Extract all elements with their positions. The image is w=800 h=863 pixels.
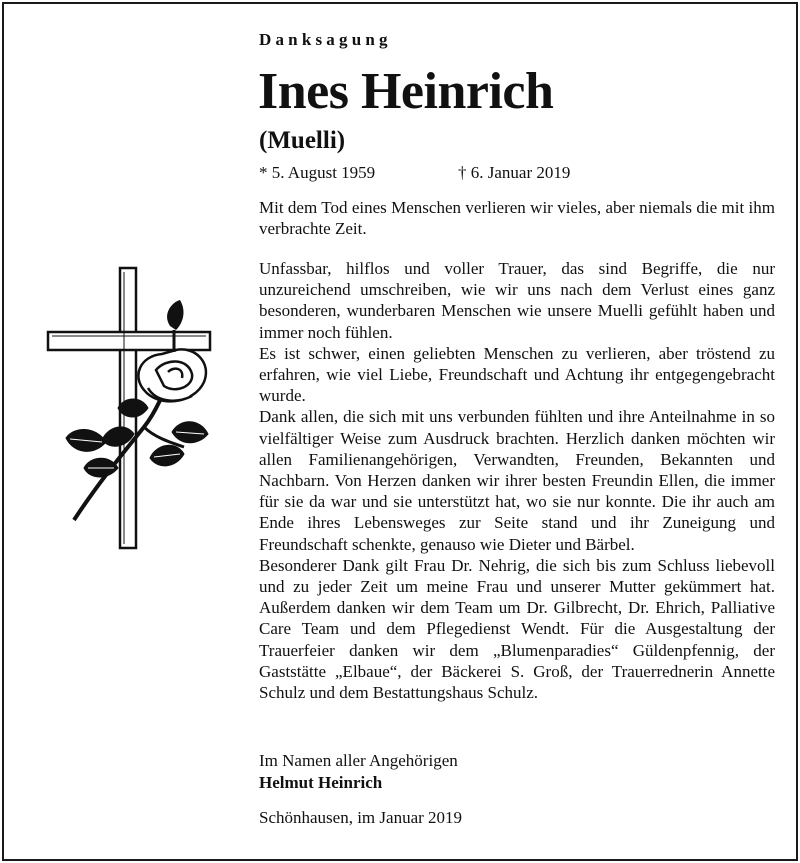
notice-heading: Danksagung bbox=[259, 30, 392, 49]
deceased-name: Ines Heinrich bbox=[258, 63, 554, 120]
signoff-line: Im Namen aller Angehörigen bbox=[259, 751, 458, 770]
paragraph-comfort: Es ist schwer, einen geliebten Menschen zu verlieren, aber tröstend zu erfahren, wie viel Liebe, Freundschaft und Achtung ihr entgegengebracht wurde. bbox=[259, 343, 775, 406]
intro-quote: Mit dem Tod eines Menschen verlieren wir vieles, aber niemals die mit ihm verbrachte Zeit. bbox=[259, 198, 775, 239]
signer-name: Helmut Heinrich bbox=[259, 773, 383, 792]
paragraph-thanks-special: Besonderer Dank gilt Frau Dr. Nehrig, die sich bis zum Schluss liebevoll und zu jeder Zeit um meine Frau und unserer Mutter gekümmert hat. Außerdem danken wir dem Team um Dr. Gilbrecht, Dr. Ehrich, Palliative Care Team und dem Pflegedienst Wendt. Für die Ausgestaltung der Trauerfeier danken wir dem „Blumenparadies“ Güldenpfennig, der Gaststätte „Elbaue“, der Bäckerei S. Groß, der Trauerrednerin Annette Schulz und dem Bestattungshaus Schulz. bbox=[259, 555, 775, 703]
place-date: Schönhausen, im Januar 2019 bbox=[259, 808, 463, 827]
cross-with-rose-icon bbox=[44, 262, 216, 552]
obituary-frame bbox=[2, 2, 798, 861]
thanks-body bbox=[259, 258, 775, 703]
signature-block bbox=[259, 750, 458, 794]
death-date: † 6. Januar 2019 bbox=[458, 163, 571, 182]
paragraph-grief: Unfassbar, hilflos und voller Trauer, das sind Begriffe, die nur unzureichend umschreiben, wie wir uns nach dem Verlust eines ganz besonderen, wunderbaren Menschen wie unsere Muelli gefühlt haben und immer noch fühlen. bbox=[259, 259, 775, 342]
birth-date: * 5. August 1959 bbox=[259, 163, 376, 182]
deceased-nickname: (Muelli) bbox=[259, 127, 346, 154]
paragraph-thanks-all: Dank allen, die sich mit uns verbunden fühlten und ihre Anteilnahme in so vielfältiger Weise zum Ausdruck brachten. Herzlich danken möchten wir allen Familienangehörigen, Verwandten, Freunden, Bekannten und Nachbarn. Von Herzen danken wir ihrer besten Freundin Ellen, die immer für sie da war und sie unterstützt hat, wo sie nur konnte. Die ihr auch am Ende ihres Lebensweges zur Seite stand und ihr Zuneigung und Freundschaft schenkte, genauso wie Dieter und Bärbel. bbox=[259, 407, 775, 554]
